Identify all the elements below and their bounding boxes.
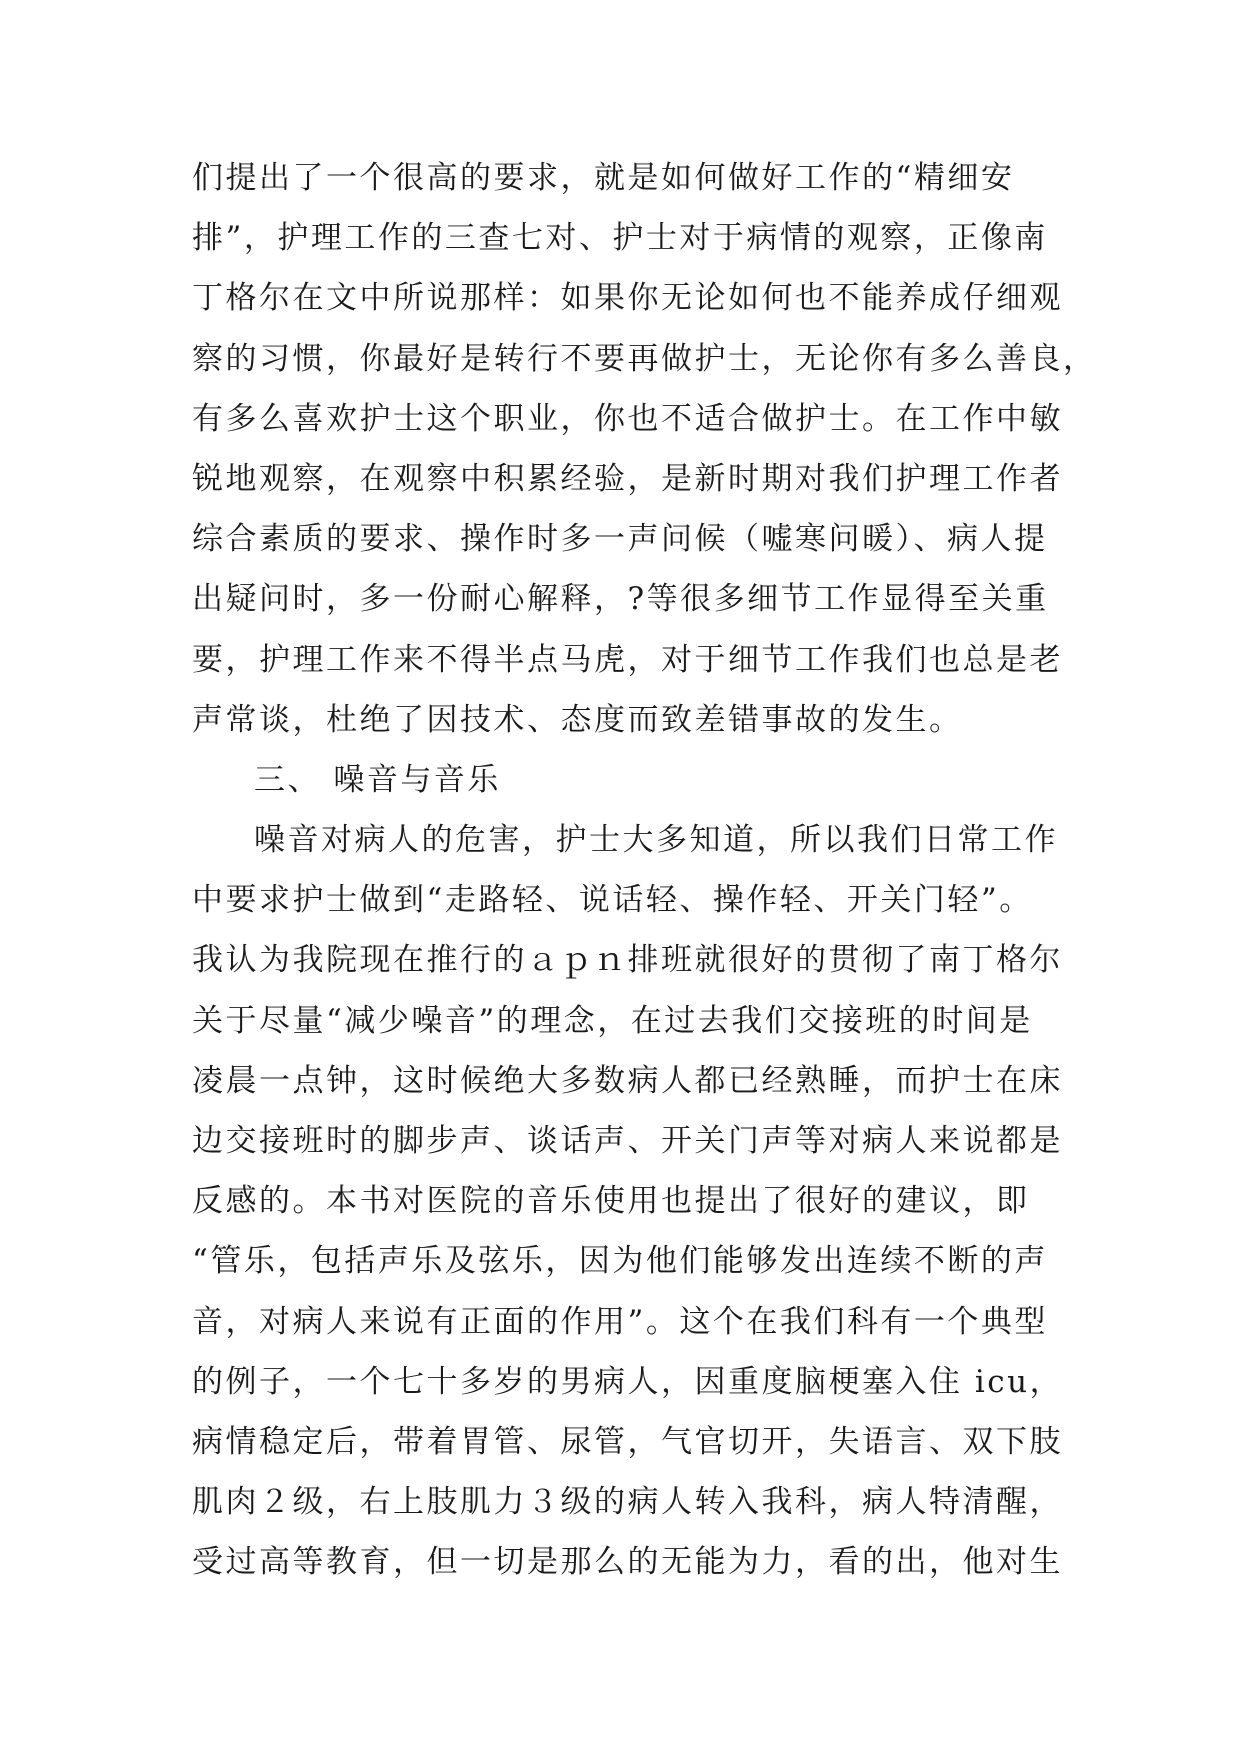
body-line-13: 中要求护士做到“走路轻、说话轻、操作轻、开关门轻”。 xyxy=(192,882,1033,919)
body-line-24: 受过高等教育，但一切是那么的无能为力，看的出，他对生 xyxy=(192,1544,1063,1581)
body-line-21: 的例子，一个七十多岁的男病人，因重度脑梗塞入住 icu， xyxy=(192,1363,1064,1400)
body-line-2: 排”，护理工作的三查七对、护士对于病情的观察，正像南 xyxy=(192,220,1048,257)
body-line-3: 丁格尔在文中所说那样：如果你无论如何也不能养成仔细观 xyxy=(192,280,1063,317)
body-line-7: 综合素质的要求、操作时多一声问候（嘘寒问暖）、病人提 xyxy=(192,521,1048,558)
body-line-22: 病情稳定后，带着胃管、尿管，气官切开，失语言、双下肢 xyxy=(192,1423,1063,1460)
body-line-15: 关于尽量“减少噪音”的理念，在过去我们交接班的时间是 xyxy=(192,1002,1033,1039)
body-line-8: 出疑问时，多一份耐心解释，?等很多细节工作显得至关重 xyxy=(192,581,1049,618)
body-line-14: 我认为我院现在推行的ａｐｎ排班就很好的贯彻了南丁格尔 xyxy=(192,942,1063,979)
body-line-18: 反感的。本书对医院的音乐使用也提出了很好的建议，即 xyxy=(192,1183,1030,1220)
document-body xyxy=(192,148,1097,1593)
body-line-23: 肌肉２级，右上肢肌力３级的病人转入我科，病人特清醒， xyxy=(192,1484,1063,1521)
body-line-5: 有多么喜欢护士这个职业，你也不适合做护士。在工作中敏 xyxy=(192,400,1063,437)
body-line-1: 们提出了一个很高的要求，就是如何做好工作的“精细安 xyxy=(192,160,1015,196)
section-heading: 三、 噪音与音乐 xyxy=(254,761,501,798)
body-line-20: 音，对病人来说有正面的作用”。这个在我们科有一个典型 xyxy=(192,1303,1048,1340)
body-line-4: 察的习惯，你最好是转行不要再做护士，无论你有多么善良， xyxy=(192,340,1097,377)
body-line-16: 凌晨一点钟，这时候绝大多数病人都已经熟睡，而护士在床 xyxy=(192,1062,1063,1099)
body-line-17: 边交接班时的脚步声、谈话声、开关门声等对病人来说都是 xyxy=(192,1123,1063,1159)
body-line-9: 要，护理工作来不得半点马虎，对于细节工作我们也总是老 xyxy=(192,641,1063,678)
body-line-10: 声常谈，杜绝了因技术、态度而致差错事故的发生。 xyxy=(192,701,963,738)
body-line-6: 锐地观察，在观察中积累经验，是新时期对我们护理工作者 xyxy=(192,460,1063,497)
body-line-19: “管乐，包括声乐及弦乐，因为他们能够发出连续不断的声 xyxy=(192,1243,1048,1280)
body-line-12: 噪音对病人的危害，护士大多知道，所以我们日常工作 xyxy=(254,822,1058,859)
